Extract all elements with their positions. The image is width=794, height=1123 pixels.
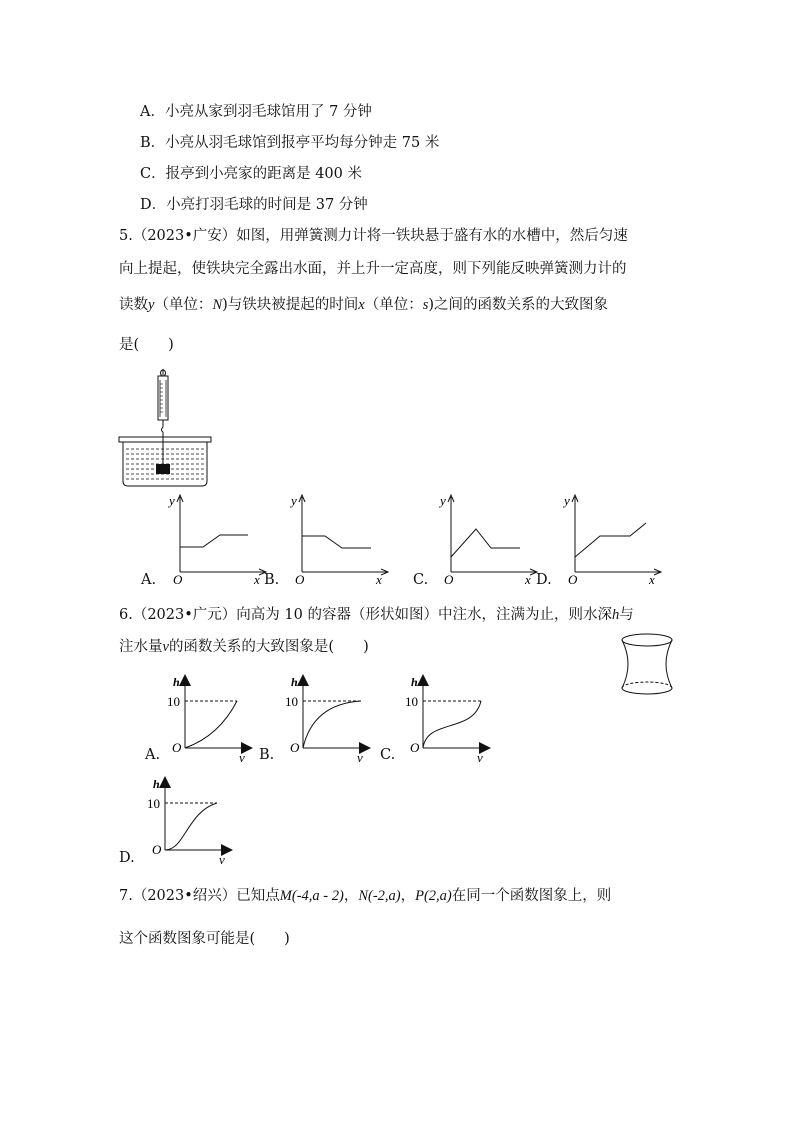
- q6d-axis-v: v: [219, 852, 225, 867]
- q5-graph-d: [560, 492, 665, 587]
- q6c-level: 10: [405, 694, 418, 709]
- point-n: N(-2,a): [358, 888, 401, 904]
- spring-scale-figure: [118, 365, 213, 490]
- q5a-axis-x: x: [254, 572, 260, 587]
- q5-line2: 向上提起，使铁块完全露出水面，并上升一定高度，则下列能反映弹簧测力计的: [119, 261, 627, 277]
- q5-option-a-label: A.: [141, 572, 157, 588]
- q6-line1: 6.（2023•广元）向高为 10 的容器（形状如图）中注水，注满为止，则水深h与: [119, 607, 634, 623]
- q5-graph-c: [436, 492, 541, 587]
- q6a-axis-v: v: [239, 750, 245, 765]
- unit-n: N: [212, 297, 223, 313]
- q6d-axis-h: h: [153, 777, 160, 791]
- q4-option-a: A．小亮从家到羽毛球馆用了 7 分钟: [140, 104, 372, 120]
- q5-line3: 读数y（单位：N)与铁块被提起的时间x（单位：s)之间的函数关系的大致图象: [119, 297, 609, 313]
- q5b-axis-y: y: [291, 493, 297, 508]
- q5c-axis-y: y: [440, 493, 446, 508]
- q5-option-c-label: C.: [413, 572, 429, 588]
- q5a-axis-y: y: [169, 493, 175, 508]
- q7-line1: 7.（2023•绍兴）已知点M(-4,a - 2)，N(-2,a)，P(2,a)在同一个函数图象上，则: [119, 888, 612, 904]
- q6-graph-b: [283, 672, 383, 764]
- q6-option-b-label: B.: [259, 747, 275, 763]
- q6d-origin: O: [152, 842, 162, 857]
- q6c-axis-v: v: [477, 750, 483, 765]
- q5-option-b-label: B.: [264, 572, 280, 588]
- q6-option-c-label: C.: [380, 747, 396, 763]
- var-y: y: [148, 297, 155, 313]
- q6c-origin: O: [410, 740, 420, 755]
- q5d-axis-y: y: [564, 493, 570, 508]
- q4-option-b: B．小亮从羽毛球馆到报亭平均每分钟走 75 米: [140, 135, 440, 151]
- q5-line4: 是( ): [119, 337, 174, 353]
- q5b-axis-x: x: [376, 572, 382, 587]
- point-m: M(-4,a - 2): [279, 888, 344, 904]
- container-figure: [618, 632, 676, 696]
- q6-line2: 注水量v的函数关系的大致图象是( ): [119, 639, 369, 655]
- var-x: x: [358, 297, 365, 313]
- q6d-level: 10: [147, 796, 160, 811]
- q6-graph-a: [165, 672, 265, 764]
- q6b-axis-h: h: [291, 675, 298, 689]
- q5c-axis-x: x: [525, 572, 531, 587]
- var-v: v: [162, 639, 169, 655]
- q6a-origin: O: [172, 740, 182, 755]
- q5-graph-b: [287, 492, 392, 587]
- q6b-origin: O: [290, 740, 300, 755]
- q5-option-d-label: D.: [536, 572, 552, 588]
- q6-graph-c: [403, 672, 503, 764]
- q5d-origin: O: [568, 572, 578, 587]
- q4-option-d: D．小亮打羽毛球的时间是 37 分钟: [140, 197, 368, 213]
- var-h: h: [611, 607, 620, 623]
- q4-option-c: C．报亭到小亮家的距离是 400 米: [140, 166, 362, 182]
- q7-line2: 这个函数图象可能是( ): [119, 931, 290, 947]
- point-p: P(2,a): [415, 888, 452, 904]
- q6c-axis-h: h: [411, 675, 418, 689]
- q6-option-a-label: A.: [145, 747, 161, 763]
- q5d-axis-x: x: [649, 572, 655, 587]
- q6b-axis-v: v: [357, 750, 363, 765]
- unit-s: s: [422, 297, 429, 313]
- q5-graph-a: [165, 492, 270, 587]
- q5-line1: 5.（2023•广安）如图，用弹簧测力计将一铁块悬于盛有水的水槽中，然后匀速: [119, 228, 628, 244]
- q6-option-d-label: D.: [119, 850, 135, 866]
- q6a-level: 10: [167, 694, 180, 709]
- q6a-axis-h: h: [173, 675, 180, 689]
- q5a-origin: O: [173, 572, 183, 587]
- q6b-level: 10: [285, 694, 298, 709]
- q6-graph-d: [145, 774, 245, 866]
- q5c-origin: O: [444, 572, 454, 587]
- q5b-origin: O: [295, 572, 305, 587]
